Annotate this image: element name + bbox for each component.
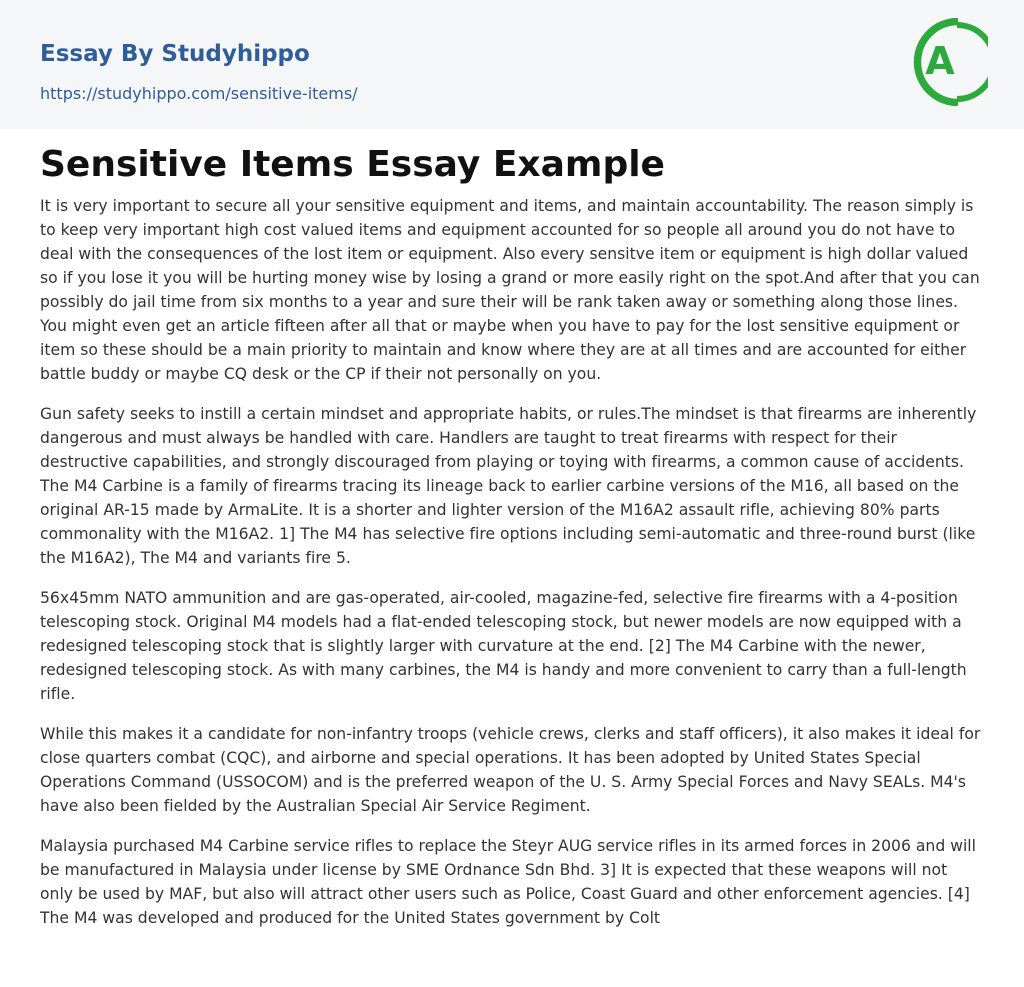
essay-paragraph: Gun safety seeks to instill a certain mindset and appropriate habits, or rules.The mindset is that firearms are inherently dangerous and must always be handled with care. Handlers are taught to treat firearms with respect for their destructive capabilities, and strongly discouraged from playing or toying with firearms, a common cause of accidents. The M4 Carbine is a family of firearms tracing its lineage back to earlier carbine versions of the M16, all based on the original AR-15 made by ArmaLite. It is a shorter and lighter version of the M16A2 assault rifle, achieving 80% parts commonality with the M16A2. 1] The M4 has selective fire options including semi-automatic and three-round burst (like the M16A2), The M4 and variants fire 5. <box>40 405 977 567</box>
site-brand[interactable]: Essay By Studyhippo <box>40 41 310 67</box>
essay-body <box>40 194 984 946</box>
site-header <box>0 0 1024 129</box>
logo-letter: A <box>925 39 955 83</box>
essay-paragraph: 56x45mm NATO ammunition and are gas-operated, air-cooled, magazine-fed, selective fire firearms with a 4-position telescoping stock. Original M4 models had a flat-ended telescoping stock, but newer models are now equipped with a redesigned telescoping stock that is slightly larger with curvature at the end. [2] The M4 Carbine with the newer, redesigned telescoping stock. As with many carbines, the M4 is handy and more convenient to carry than a full-length rifle. <box>40 589 967 703</box>
essay-url-link[interactable]: https://studyhippo.com/sensitive-items/ <box>40 84 358 103</box>
essay-paragraph: Malaysia purchased M4 Carbine service rifles to replace the Steyr AUG service rifles in its armed forces in 2006 and will be manufactured in Malaysia under license by SME Ordnance Sdn Bhd. 3] It is expected that these weapons will not only be used by MAF, but also will attract other users such as Police, Coast Guard and other enforcement agencies. [4] The M4 was developed and produced for the United States government by Colt <box>40 837 976 927</box>
essay-paragraph: It is very important to secure all your sensitive equipment and items, and maintain accountability. The reason simply is to keep very important high cost valued items and equipment accounted for so people all around you do not have to deal with the consequences of the lost item or equipment. Also every sensitve item or equipment is high dollar valued so if you lose it you will be hurting money wise by losing a grand or more easily right on the spot.And after that you can possibly do jail time from six months to a year and sure their will be rank taken away or something along those lines. You might even get an article fifteen after all that or maybe when you have to pay for the lost sensitive equipment or item so these should be a main priority to maintain and know where they are at all times and are accounted for either battle buddy or maybe CQ desk or the CP if their not personally on you. <box>40 197 980 383</box>
page-title: Sensitive Items Essay Example <box>40 144 665 185</box>
essay-paragraph: While this makes it a candidate for non-infantry troops (vehicle crews, clerks and staff officers), it also makes it ideal for close quarters combat (CQC), and airborne and special operations. It has been adopted by United States Special Operations Command (USSOCOM) and is the preferred weapon of the U. S. Army Special Forces and Navy SEALs. M4's have also been fielded by the Australian Special Air Service Regiment. <box>40 725 981 815</box>
studyhippo-logo-icon[interactable] <box>910 18 988 106</box>
